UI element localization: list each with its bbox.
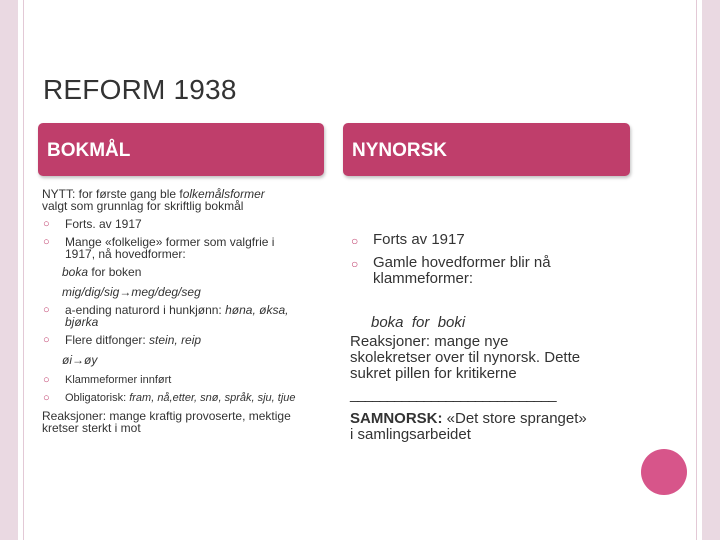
bokmal-reaksjon-line1: Reaksjoner: mange kraftig provoserte, mektige [42,409,291,423]
bokmal-reaksjon-line2: kretser sterkt i mot [42,421,141,435]
decorative-circle [641,449,687,495]
bullet4-italic: stein, reip [149,333,202,347]
samnorsk-line2: i samlingsarbeidet [350,426,471,443]
bokmal-bullet-3 [42,304,324,328]
divider-line: ____________________________ [350,386,556,403]
samnorsk-label: SAMNORSK: [350,410,443,427]
nynorsk-header-label: NYNORSK [352,140,448,161]
bullet3-prefix: a-ending naturord i hunkjønn: [65,303,226,317]
slide-title: REFORM 1938 [43,74,237,105]
nynorsk-bullet-2-line1: Gamle hovedformer blir nå [373,254,551,271]
bokmal-header-label: BOKMÅL [47,140,131,161]
bokmal-bullet-6 [42,392,324,404]
bokmal-bullet-5-text: Klammeformer innført [65,374,172,386]
intro-prefix: NYTT: for første gang ble f [42,187,183,201]
hollow-circle-bullet-icon: ○ [351,234,359,248]
bokmal-bullet-2-line1: Mange «folkelige» former som valgfrie i [65,235,275,249]
bokmal-content [42,188,324,434]
ex1-rest: for boken [88,265,142,279]
nynorsk-header [343,123,630,176]
nynorsk-bullet-1 [350,232,630,248]
hollow-circle-bullet-icon: ○ [351,257,359,271]
nynorsk-reaksjon-line3: sukret pillen for kritikerne [350,365,517,382]
nynorsk-bullet-1-text: Forts av 1917 [373,231,465,248]
nynorsk-bullet-2 [350,255,630,287]
bullet3-line2: bjørka [65,315,99,329]
bokmal-intro-line2: valgt som grunnlag for skriftlig bokmål [42,199,244,213]
samnorsk-line1 [350,411,630,427]
hollow-circle-bullet-icon: ○ [43,334,50,346]
bokmal-bullet-2-line2: 1917, nå hovedformer: [65,247,186,261]
nynorsk-bullet-2-line2: klammeformer: [373,270,474,287]
bokmal-header [38,123,324,176]
bullet4-prefix: Flere ditfonger: [65,333,150,347]
samnorsk-text: «Det store spranget» [442,410,587,427]
bokmal-bullet-1-text: Forts. av 1917 [65,217,142,231]
bullet3-italic: høna, øksa, [225,303,289,317]
bokmal-example-1 [42,266,324,278]
bokmal-example-3: øi→øy [62,353,98,367]
nynorsk-example: boka for boki [371,314,466,331]
frame-right [702,0,720,540]
frame-left [0,0,18,540]
bokmal-bullet-1 [42,218,324,230]
bullet6-italic: fram, nå,etter, snø, språk, sju, tjue [129,392,296,404]
intro-italic: olkemålsformer [182,187,265,201]
bokmal-example-2: mig/dig/sig→meg/deg/seg [62,285,201,299]
hollow-circle-bullet-icon: ○ [43,236,50,248]
frame-line-right [696,0,697,540]
hollow-circle-bullet-icon: ○ [43,218,50,230]
nynorsk-reaksjon-line1: Reaksjoner: mange nye [350,333,509,350]
ex1-italic: boka [62,265,89,279]
bokmal-bullet-5 [42,374,324,386]
nynorsk-content [350,232,630,443]
hollow-circle-bullet-icon: ○ [43,392,50,404]
hollow-circle-bullet-icon: ○ [43,304,50,316]
bullet6-prefix: Obligatorisk: [65,392,130,404]
bokmal-bullet-4 [42,334,324,346]
nynorsk-reaksjon-line2: skolekretser over til nynorsk. Dette [350,349,581,366]
bokmal-bullet-2 [42,236,324,260]
hollow-circle-bullet-icon: ○ [43,374,50,386]
frame-line-left [23,0,24,540]
